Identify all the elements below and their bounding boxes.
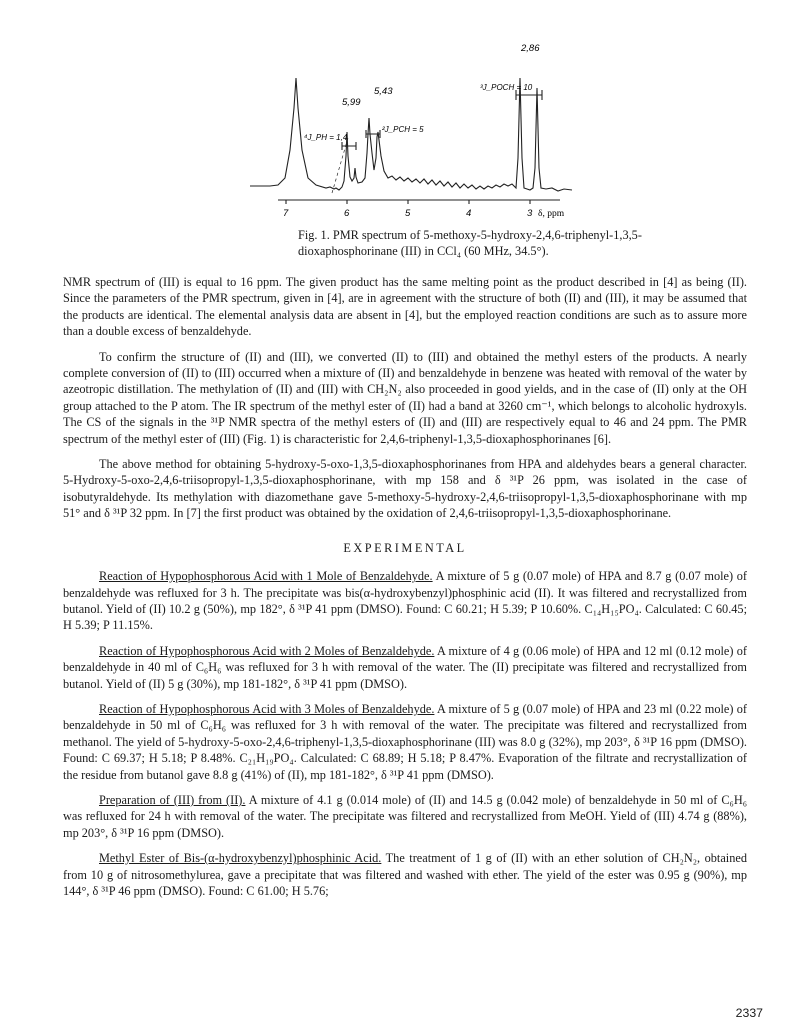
spectrum-plot [230, 38, 590, 248]
tick-label-7: 7 [283, 208, 289, 219]
procedure-5-title: Methyl Ester of Bis-(α-hydroxybenzyl)phosphinic Acid. [99, 851, 382, 866]
axis-unit-label: δ, ppm [538, 209, 565, 219]
peak-label-286: 2,86 [521, 43, 540, 54]
figure-caption: Fig. 1. PMR spectrum of 5-methoxy-5-hydroxy-2,4,6-triphenyl-1,3,5-dioxaphosphorinane (III) in CCl₄ (60 MHz, 34.5°). [298, 228, 642, 258]
pmr-spectrum-figure [230, 38, 590, 248]
body-paragraph-2: To confirm the structure of (II) and (III), we converted (II) to (III) and obtained the methyl esters of the products. A nearly complete conversion of (II) to (III) occurred when a mixture of (II) and benzaldehyde in benzene was heated with removal of the water by azeotropic distillation. The methylation of (II) and (III) with CH₂N₂ also proceeded in good yields, and in the case of (II) only at the OH group attached to the P atom. The IR spectrum of the methyl ester of (II) had a band at 3260 cm⁻¹, which belongs to alcoholic hydroxyls. The CS of the signals in the ³¹P NMR spectra of the methyl esters of (II) and (III) are respectively equal to 46 and 24 ppm. The PMR spectrum of the methyl ester of (III) (Fig. 1) is characteristic for 2,4,6-triphenyl-1,3,5-dioxaphosphorinanes [6]. [63, 349, 747, 446]
coupling-bracket-1 [342, 142, 356, 150]
coupling-label-3: ³J_POCH = 10 [480, 83, 533, 92]
peak-label-543: 5,43 [374, 86, 393, 97]
procedure-4-title: Preparation of (III) from (II). [99, 792, 246, 807]
tick-label-3: 3 [527, 208, 533, 219]
procedure-4-text: A mixture of 4.1 g (0.014 mole) of (II) and 14.5 g (0.042 mole) of benzaldehyde in 50 ml of C₆H₆ was refluxed for 24 h with removal of the water. The precipitate was filtered and recrystallized from MeOH. Yield of (III) 4.74 g (88%), mp 203°, δ ³¹P 16 ppm (DMSO). [63, 792, 747, 840]
experimental-heading: EXPERIMENTAL [343, 540, 467, 555]
body-paragraph-1: NMR spectrum of (III) is equal to 16 ppm. The given product has the same melting point as the product described in [4] as being (II). Since the parameters of the PMR spectrum, given in [4], are in agreement with the structure of both (II) and (III), it may be assumed that the products are identical. The elemental analysis data are absent in [4], but the employed reaction conditions are such as to assure more than a double excess of benzaldehyde. [63, 275, 747, 339]
procedure-5 [63, 850, 747, 899]
procedure-1 [63, 568, 747, 634]
procedure-3 [63, 701, 747, 783]
procedure-1-title: Reaction of Hypophosphorous Acid with 1 Mole of Benzaldehyde. [99, 569, 433, 584]
procedure-5-text: The treatment of 1 g of (II) with an ether solution of CH₂N₂, obtained from 10 g of nitrosomethylurea, gave a precipitate that was filtered and washed with ether. The yield of the ester was 0.95 g (90%), mp 144°, δ ³¹P 46 ppm (DMSO). Found: C 61.00; H 5.76; [63, 851, 747, 898]
page-number: 2337 [735, 1006, 763, 1020]
procedure-1-text: A mixture of 5 g (0.07 mole) of HPA and 8.7 g (0.07 mole) of benzaldehyde was refluxed for 3 h. The precipitate was bis(α-hydroxybenzyl)phosphinic acid (II). It was filtered and recrystallized from butanol. Yield of (II) 10.2 g (50%), mp 182°, δ ³¹P 41 ppm (DMSO). Found: C 60.21; H 5.39; P 10.60%. C₁₄H₁₅PO₄. Calculated: C 60.45; H 5.39; P 11.15%. [63, 569, 747, 633]
tick-label-6: 6 [344, 208, 350, 219]
coupling-label-2: ²J_PCH = 5 [382, 125, 424, 134]
procedure-2 [63, 643, 747, 692]
peak-label-599: 5,99 [342, 97, 361, 108]
procedure-3-text: A mixture of 5 g (0.07 mole) of HPA and 23 ml (0.22 mole) of benzaldehyde in 50 ml of C₆H₆ was refluxed for 3 h with removal of the water. The precipitate was filtered and recrystallized from methanol. The yield of 5-hydroxy-5-oxo-2,4,6-triphenyl-1,3,5-dioxaphosphorinane (III) was 8.0 g (32%), mp 203°, δ ³¹P 16 ppm (DMSO). Found: C 69.37; H 5.18; P 8.48%. C₂₁H₁₉PO₄. Calculated: C 68.89; H 5.18; P 8.47%. Evaporation of the filtrate and recrystallization of the residue from butanol gave 8.8 g (41%) of (II), mp 181-182°, δ ³¹P 41 ppm (DMSO). [63, 701, 748, 782]
tick-label-5: 5 [405, 208, 411, 219]
tick-label-4: 4 [466, 208, 472, 219]
body-paragraph-3: The above method for obtaining 5-hydroxy-5-oxo-1,3,5-dioxaphosphorinanes from HPA and aldehydes bears a general character. 5-Hydroxy-5-oxo-2,4,6-triisopropyl-1,3,5-dioxaphosphorinane, with mp 158 and δ ³¹P 26 ppm, was isolated in the case of isobutyraldehyde. Its methylation with diazomethane gave 5-methoxy-5-hydroxy-2,4,6-triisopropyl-1,3,5-dioxaphosphorinane with mp 51° and δ ³¹P 32 ppm. In [7] the first product was obtained by the oxidation of 2,4,6-triisopropyl-1,3,5-dioxaphosphorinane. [63, 457, 747, 521]
procedure-2-text: A mixture of 4 g (0.06 mole) of HPA and 12 ml (0.12 mole) of benzaldehyde in 40 ml of C₆H₆ was refluxed for 3 h with removal of the water. The (II) precipitate was filtered and recrystallized from butanol. Yield of (II) 5 g (30%), mp 181-182°, δ ³¹P 41 ppm (DMSO). [63, 643, 748, 691]
procedure-2-title: Reaction of Hypophosphorous Acid with 2 Moles of Benzaldehyde. [99, 643, 435, 658]
procedure-3-title: Reaction of Hypophosphorous Acid with 3 Moles of Benzaldehyde. [99, 701, 435, 716]
page-body [63, 274, 747, 908]
procedure-4 [63, 792, 747, 841]
coupling-label-1: ⁴J_PH = 1,4 [304, 133, 348, 142]
